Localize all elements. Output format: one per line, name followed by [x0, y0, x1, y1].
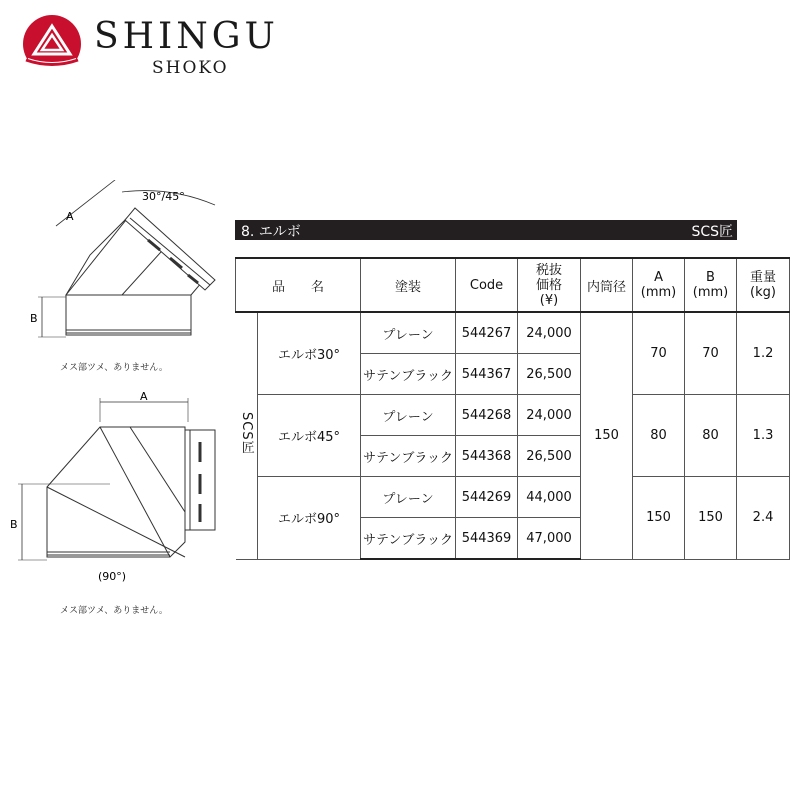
header-weight-line1: 重量 — [750, 270, 777, 285]
code-cell: 544269 — [456, 477, 518, 518]
brand-name: SHINGU — [94, 16, 279, 57]
product-name: エルボ90° — [258, 477, 361, 560]
table-row — [236, 395, 790, 436]
coating-cell: サテンブラック — [361, 518, 456, 560]
code-cell: 544369 — [456, 518, 518, 560]
coating-cell: プレーン — [361, 312, 456, 354]
dim-a-cell: 80 — [633, 395, 685, 477]
price-cell: 24,000 — [518, 395, 581, 436]
coating-cell: サテンブラック — [361, 436, 456, 477]
coating-cell: プレーン — [361, 395, 456, 436]
series-label-cell — [236, 312, 258, 559]
header-b-line1: B — [706, 270, 715, 285]
table-header-row — [236, 258, 790, 312]
note-bottom: メス部ツメ、ありません。 — [60, 606, 168, 616]
price-cell: 24,000 — [518, 312, 581, 354]
header-b-line2: (mm) — [692, 285, 729, 300]
angle-label: 30°/45° — [142, 190, 185, 203]
header-weight — [737, 258, 790, 312]
header-a-line1: A — [654, 270, 663, 285]
weight-cell: 1.3 — [737, 395, 790, 477]
code-cell: 544268 — [456, 395, 518, 436]
table-row — [236, 477, 790, 518]
brand-logo — [22, 14, 302, 84]
table-row — [236, 312, 790, 354]
series-label: SCS匠 — [238, 412, 254, 456]
code-cell: 544367 — [456, 354, 518, 395]
dim-b-cell: 70 — [685, 312, 737, 395]
dim-a-label: A — [66, 210, 74, 223]
header-a — [633, 258, 685, 312]
spec-table — [235, 257, 790, 560]
dim-a-cell: 150 — [633, 477, 685, 560]
header-price — [518, 258, 581, 312]
price-cell: 44,000 — [518, 477, 581, 518]
inner-diameter-cell: 150 — [581, 312, 633, 559]
code-cell: 544368 — [456, 436, 518, 477]
header-weight-line2: (kg) — [750, 285, 776, 300]
header-b — [685, 258, 737, 312]
brand-subname: SHOKO — [152, 58, 229, 78]
angle-label: (90°) — [98, 570, 127, 583]
shingu-logo-icon — [22, 14, 82, 74]
dim-a-cell: 70 — [633, 312, 685, 395]
dim-b-cell: 150 — [685, 477, 737, 560]
weight-cell: 2.4 — [737, 477, 790, 560]
section-title: 8. エルボ — [241, 224, 301, 240]
header-a-line2: (mm) — [640, 285, 677, 300]
price-cell: 26,500 — [518, 436, 581, 477]
header-price-line1: 税抜 — [536, 262, 563, 278]
header-price-line3: (¥) — [539, 292, 559, 308]
price-cell: 47,000 — [518, 518, 581, 560]
header-coating: 塗装 — [361, 258, 456, 312]
note-top: メス部ツメ、ありません。 — [60, 363, 168, 373]
elbow-90-diagram — [10, 392, 220, 592]
section-title-bar — [235, 220, 737, 240]
weight-cell: 1.2 — [737, 312, 790, 395]
price-cell: 26,500 — [518, 354, 581, 395]
series-tag: SCS匠 — [691, 224, 733, 240]
elbow-30-45-diagram — [30, 180, 230, 350]
dim-b-cell: 80 — [685, 395, 737, 477]
header-inner: 内筒径 — [581, 258, 633, 312]
header-code: Code — [456, 258, 518, 312]
header-price-line2: 価格 — [536, 277, 563, 293]
product-name: エルボ30° — [258, 312, 361, 395]
coating-cell: サテンブラック — [361, 354, 456, 395]
header-name: 品 名 — [236, 258, 361, 312]
coating-cell: プレーン — [361, 477, 456, 518]
dim-b-label: B — [10, 518, 18, 531]
code-cell: 544267 — [456, 312, 518, 354]
product-name: エルボ45° — [258, 395, 361, 477]
dim-b-label: B — [30, 312, 38, 325]
dim-a-label: A — [140, 392, 148, 403]
